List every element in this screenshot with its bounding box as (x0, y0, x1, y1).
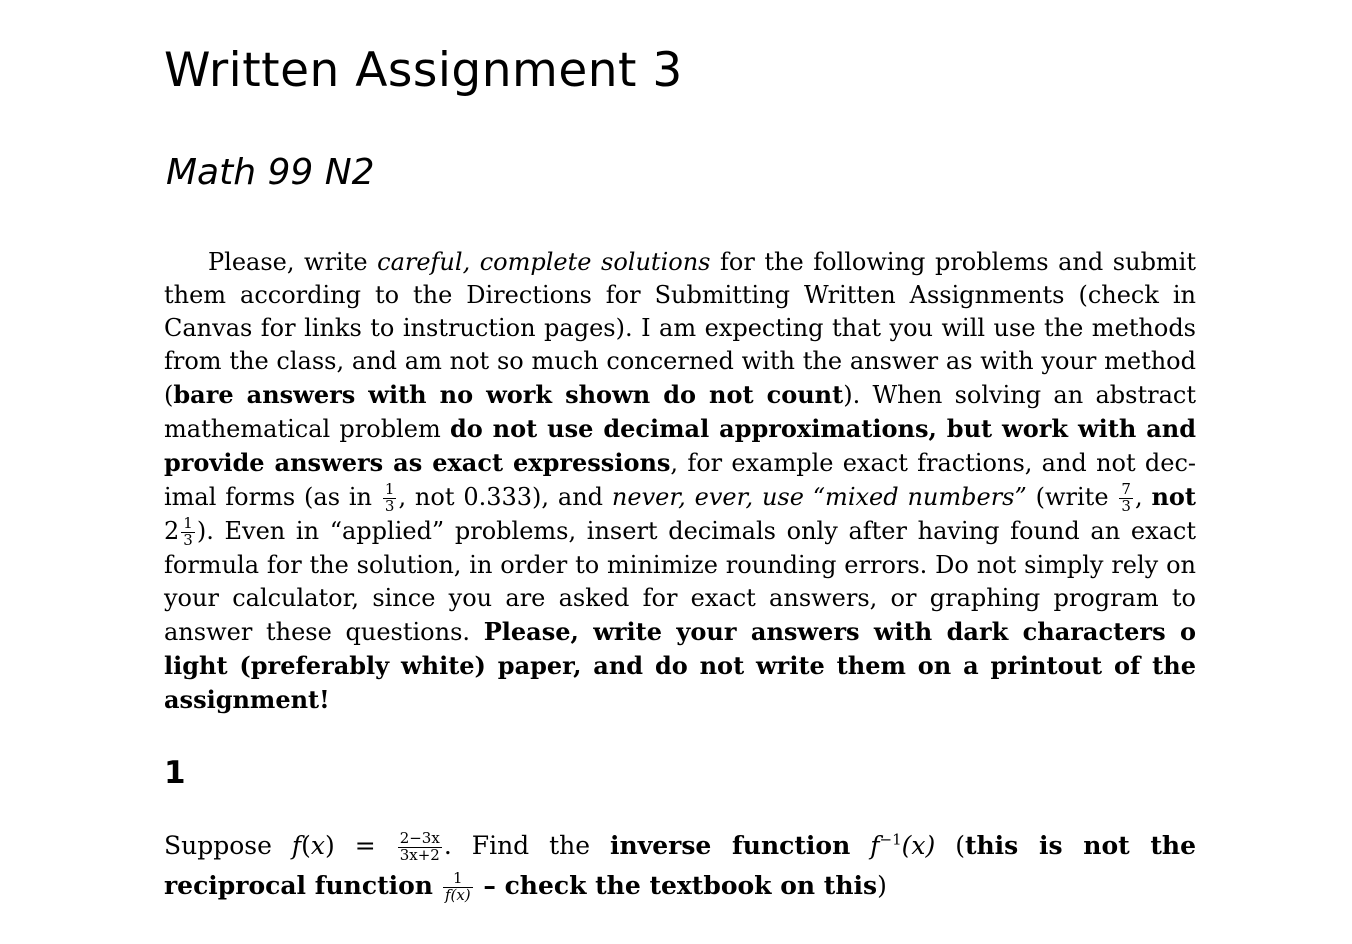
section-number: 1 (164, 755, 186, 791)
intro-bold: bare answers with no work shown do not count (173, 380, 844, 409)
fraction-denominator: 3 (1121, 497, 1131, 515)
problem-bold: – check the textbook on this (474, 871, 878, 900)
problem-bold: this is not the reciprocal function (164, 831, 1197, 900)
page-title: Written Assignment 3 (164, 43, 683, 98)
problem-text: ( (935, 831, 965, 860)
problem-text: ) (877, 871, 887, 900)
intro-text: 2 (164, 516, 180, 545)
fraction-seven-thirds (1119, 482, 1133, 515)
intro-bold: Please, write your answers with dark characters o light (preferably white) paper, and do not write them on a printout of the assignment! (164, 616, 1196, 714)
intro-text: (write (1026, 483, 1118, 511)
fraction-numerator: 2−3x (399, 829, 440, 848)
intro-text: Please, write (208, 248, 378, 276)
fraction-numerator: 1 (384, 480, 395, 499)
fraction-mixed-number (181, 516, 195, 549)
fraction-numerator: 1 (443, 871, 473, 888)
fraction-numerator: 1 (183, 514, 193, 532)
intro-emphasis: careful, complete solutions (377, 248, 711, 276)
instructions-paragraph (164, 246, 1196, 717)
intro-text: ). When solving an abstract mathematical problem (164, 381, 1196, 443)
fraction-numerator: 7 (1121, 480, 1131, 499)
course-subtitle: Math 99 N2 (166, 152, 375, 193)
math-inverse-func: f (870, 831, 880, 860)
math-var: x (310, 831, 326, 860)
math-equals: = (334, 831, 396, 860)
intro-bold: not (1151, 482, 1196, 511)
math-paren: ) (325, 831, 335, 860)
math-inverse-arg: (x) (901, 831, 936, 860)
fraction-denominator: 3x+2 (399, 846, 440, 864)
intro-text: , (1134, 483, 1152, 511)
problem-text: . Find the (443, 831, 611, 860)
problem-1-statement (164, 826, 1196, 906)
problem-text (850, 831, 870, 860)
math-func: f (291, 831, 302, 860)
problem-bold: inverse function (610, 831, 851, 860)
problem-text: Suppose (164, 831, 292, 860)
math-paren: ( (301, 831, 311, 860)
intro-text: ). Even in “applied” problems, insert decimals only after having found an exact formula for the solution, in order to minimize rounding errors. Do not simply rely on your calculator, since you are asked for exact answers, or graphing program to answer these questions. (164, 516, 1196, 646)
fraction-one-third (383, 482, 397, 515)
function-fraction (398, 831, 442, 864)
intro-bold: do not use decimal approximations, but work with and provide answers as exact expressions (164, 414, 1197, 477)
fraction-denominator: f(x) (444, 886, 471, 904)
intro-text: , for example exact fractions, and not decimal forms (as in (164, 449, 1197, 511)
problem-text (433, 871, 441, 900)
math-exponent: −1 (879, 830, 902, 849)
reciprocal-fraction (443, 871, 473, 904)
fraction-denominator: 3 (183, 530, 193, 549)
fraction-denominator: 3 (384, 497, 395, 515)
intro-text: , not 0.333), and (398, 483, 612, 511)
intro-emphasis: never, ever, use “mixed numbers” (611, 483, 1027, 511)
intro-text: for the following problems and submit them according to the Directions for Submitting Written Assignments (check in Canvas for links to instruction pages). I am expecting that you will use the methods from the class, and am not so much concerned with the answer as with your method ( (164, 248, 1197, 409)
